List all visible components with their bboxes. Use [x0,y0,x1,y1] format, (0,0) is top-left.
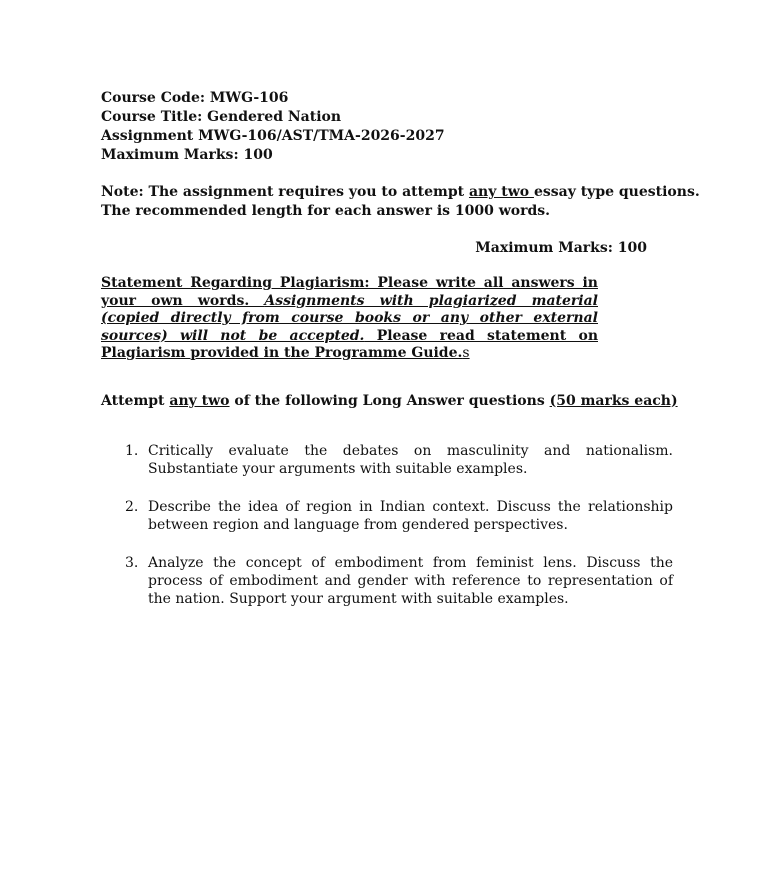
assignment-code: Assignment MWG-106/AST/TMA-2026-2027 [101,128,445,144]
attempt-marks: (50 marks each) [549,392,678,409]
course-code: Course Code: MWG-106 [101,90,289,106]
question-number: 2. [125,498,139,515]
question-text: Critically evaluate the debates on masculinity and nationalism. Substantiate your arguments with suitable examples. [148,442,673,477]
note-emphasis: any two [468,184,534,200]
plagiarism-part-2: Assignments with plagiarized material (copied directly from course books or any other external sources) will not be accepted. [101,292,598,344]
maximum-marks-right: Maximum Marks: 100 [475,240,647,256]
attempt-prefix: Attempt [101,392,170,409]
note-line-2: The recommended length for each answer is 1000 words. [101,203,551,219]
question-text: Analyze the concept of embodiment from feminist lens. Discuss the process of embodiment and gender with reference to representation of the nation. Support your argument with suitable examples. [148,554,673,607]
assignment-page [101,89,700,628]
question-text: Describe the idea of region in Indian context. Discuss the relationship between region and language from gendered perspectives. [148,498,673,533]
attempt-middle: of the following Long Answer questions [229,392,550,409]
note-suffix: essay type questions. [533,184,700,200]
attempt-instruction [101,392,681,411]
question-item [101,498,673,534]
question-item [101,442,673,478]
plagiarism-part-1: Statement Regarding Plagiarism: Please write all answers in your own words. [101,275,598,309]
question-number: 3. [125,554,139,571]
plagiarism-statement [101,275,598,363]
course-title: Course Title: Gendered Nation [101,109,342,125]
maximum-marks: Maximum Marks: 100 [101,147,273,163]
plagiarism-tail: s [462,345,470,361]
attempt-emphasis: any two [169,392,230,409]
assignment-header [101,89,681,165]
assignment-note [101,183,700,221]
question-list [101,442,673,608]
question-item [101,554,673,608]
plagiarism-part-3: Please read statement on Plagiarism provided in the Programme Guide. [101,327,598,361]
question-number: 1. [125,442,139,459]
note-line-1 [101,183,700,202]
note-prefix: Note: The assignment requires you to attempt [101,184,469,200]
